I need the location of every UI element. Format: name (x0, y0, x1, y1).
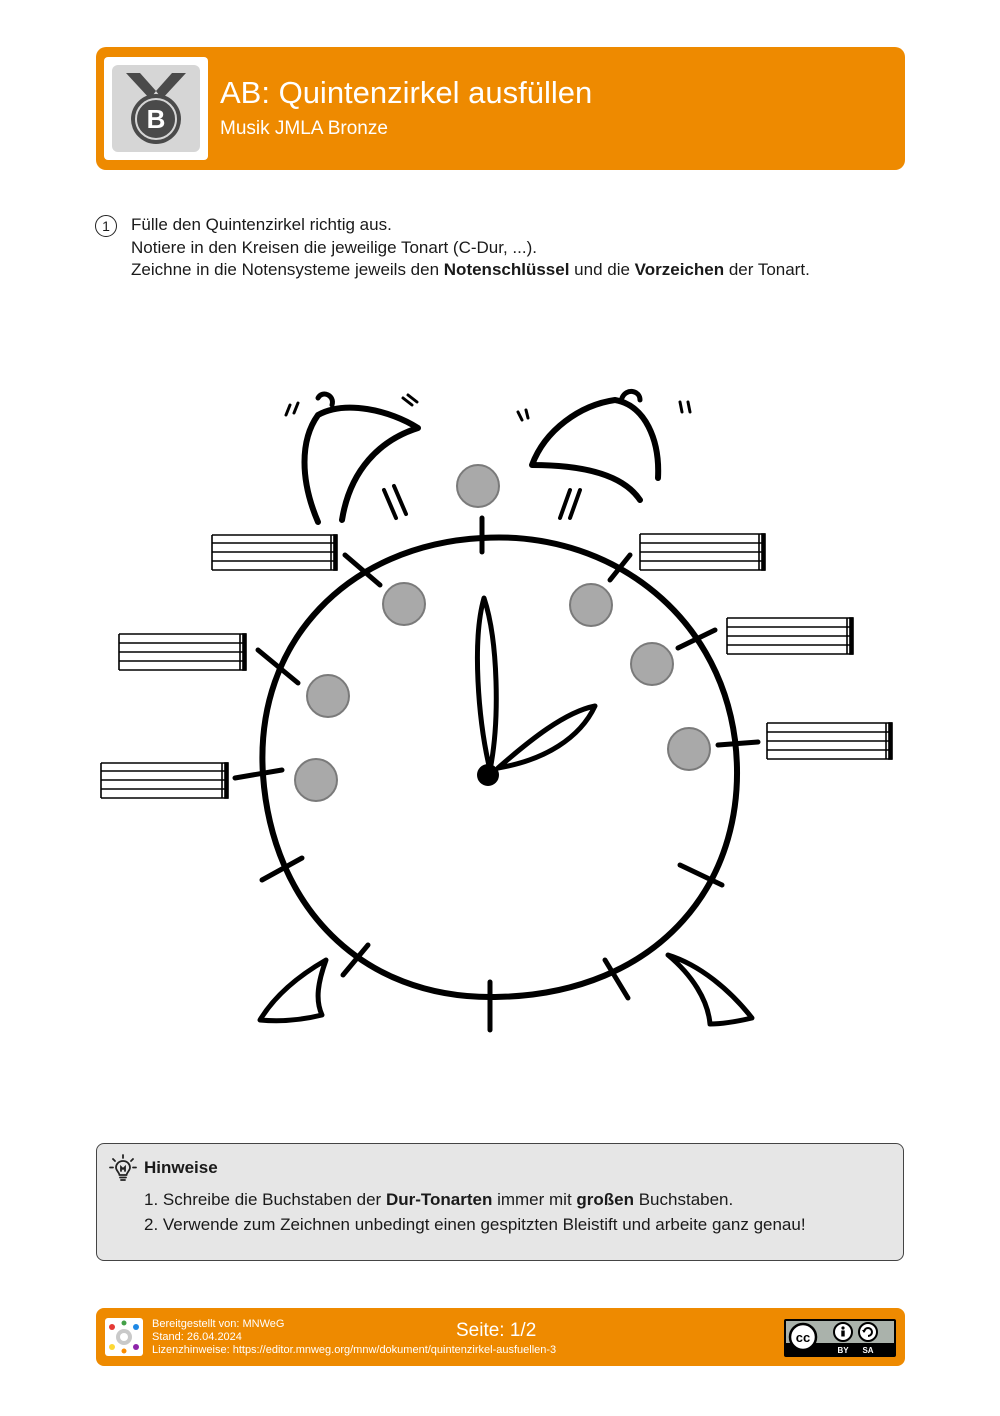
task-line-2: Notiere in den Kreisen die jeweilige Tonart (C-Dur, ...). (131, 237, 537, 257)
staff-system (101, 763, 228, 798)
svg-text:cc: cc (795, 1330, 811, 1345)
task-line-1: Fülle den Quintenzirkel richtig aus. (131, 215, 392, 234)
badge-letter: B (146, 104, 166, 134)
header-banner (96, 47, 905, 170)
staff-system (727, 618, 853, 654)
left-foot (260, 960, 326, 1021)
key-circle (668, 728, 710, 770)
key-circle (570, 584, 612, 626)
key-circle (631, 643, 673, 685)
key-circle-top (457, 465, 499, 507)
hint-item-2: 2. Verwende zum Zeichnen unbedingt einen gespitzten Bleistift und arbeite ganz genau! (144, 1215, 806, 1234)
lightbulb-icon (109, 1154, 137, 1187)
cc-license-icon[interactable] (784, 1319, 896, 1357)
staff-system (767, 723, 892, 759)
hints-box (96, 1143, 904, 1261)
right-bell (532, 400, 658, 500)
alarm-clock-illustration (0, 370, 1000, 1050)
staff-system (212, 535, 337, 570)
task-instructions (131, 214, 810, 282)
staff-system (640, 534, 765, 570)
hints-list (144, 1187, 806, 1237)
right-foot (668, 955, 752, 1024)
footer-bar (96, 1308, 905, 1366)
footer-license-link[interactable]: Lizenzhinweise: https://editor.mnweg.org/mnw/dokument/quintenzirkel-ausfuellen-3 (152, 1344, 557, 1356)
page-title: AB: Quintenzirkel ausfüllen (220, 75, 593, 110)
footer-provided-by: Bereitgestellt von: MNWeG (152, 1318, 285, 1330)
mnweg-logo-icon (105, 1318, 143, 1356)
task-number: 1 (95, 215, 117, 237)
page-subtitle: Musik JMLA Bronze (220, 118, 388, 139)
footer-date: Stand: 26.04.2024 (152, 1331, 242, 1343)
hint-item-1: 1. Schreibe die Buchstaben der Dur-Tonarten immer mit großen Buchstaben. (144, 1190, 734, 1209)
page-number: Seite: 1/2 (456, 1320, 537, 1341)
key-circle (307, 675, 349, 717)
hour-hand (498, 706, 595, 768)
clock-center (477, 764, 499, 786)
badge-frame (104, 57, 208, 160)
svg-text:SA: SA (862, 1346, 874, 1355)
svg-text:BY: BY (837, 1346, 849, 1355)
hints-title: Hinweise (144, 1158, 218, 1177)
key-circle (295, 759, 337, 801)
task-line-3: Zeichne in die Notensysteme jeweils den Notenschlüssel und die Vorzeichen der Tonart. (131, 260, 810, 279)
key-circle (383, 583, 425, 625)
minute-hand (477, 598, 496, 770)
staff-system (119, 634, 246, 670)
medal-icon (112, 65, 200, 152)
